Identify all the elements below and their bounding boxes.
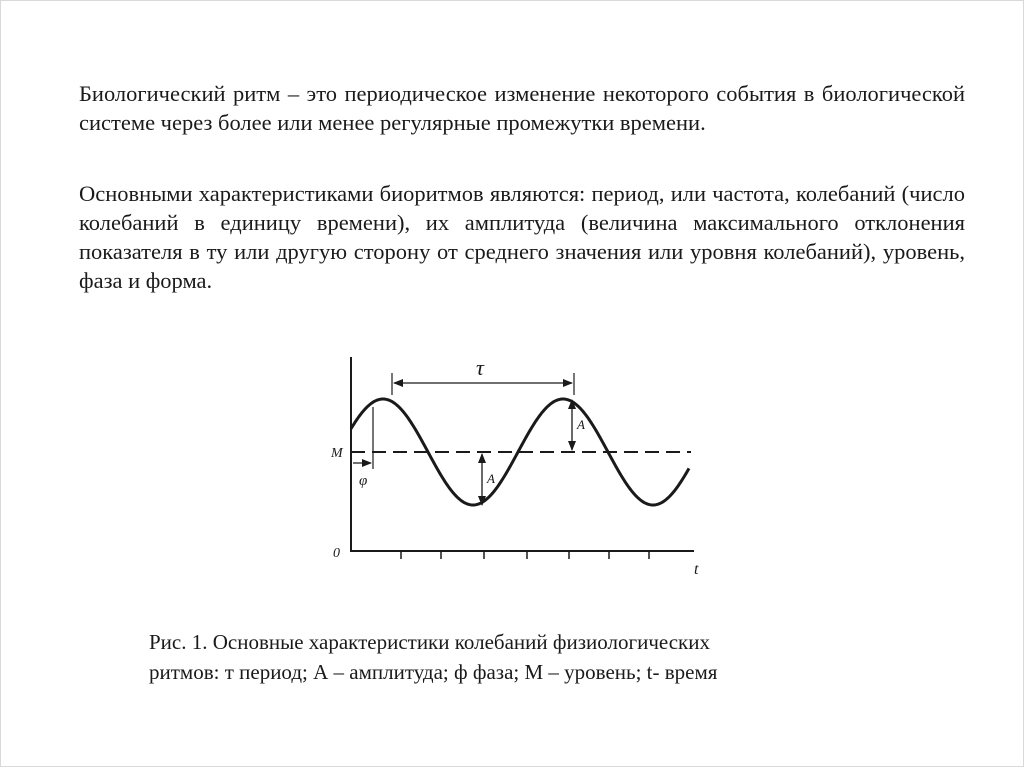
- period-label: τ: [476, 355, 484, 380]
- level-label: M: [331, 446, 343, 461]
- figure-caption: [149, 627, 869, 687]
- time-label: t: [694, 561, 699, 578]
- caption-line-2: ритмов: т период; А – амплитуда; ф фаза; М – уровень; t- время: [149, 660, 718, 684]
- rhythm-diagram: [319, 347, 709, 587]
- x-axis-ticks: [401, 551, 649, 559]
- phase-label: φ: [359, 473, 368, 489]
- rhythm-diagram-svg: [319, 347, 709, 587]
- amplitude-label-lower: A: [487, 471, 495, 486]
- zero-label: 0: [333, 546, 340, 561]
- caption-line-1: Рис. 1. Основные характеристики колебаний физиологических: [149, 630, 710, 654]
- characteristics-paragraph: Основными характеристиками биоритмов являются: период, или частота, колебаний (число колебаний в единицу времени), их амплитуда (величина максимального отклонения показателя в ту или другую сторону от среднего значения или уровня колебаний), уровень, фаза и форма.: [79, 181, 965, 293]
- amplitude-label-upper: A: [577, 417, 585, 432]
- definition-paragraph: Биологический ритм – это периодическое изменение некоторого события в биологической системе через более или менее регулярные промежутки времени.: [79, 81, 965, 135]
